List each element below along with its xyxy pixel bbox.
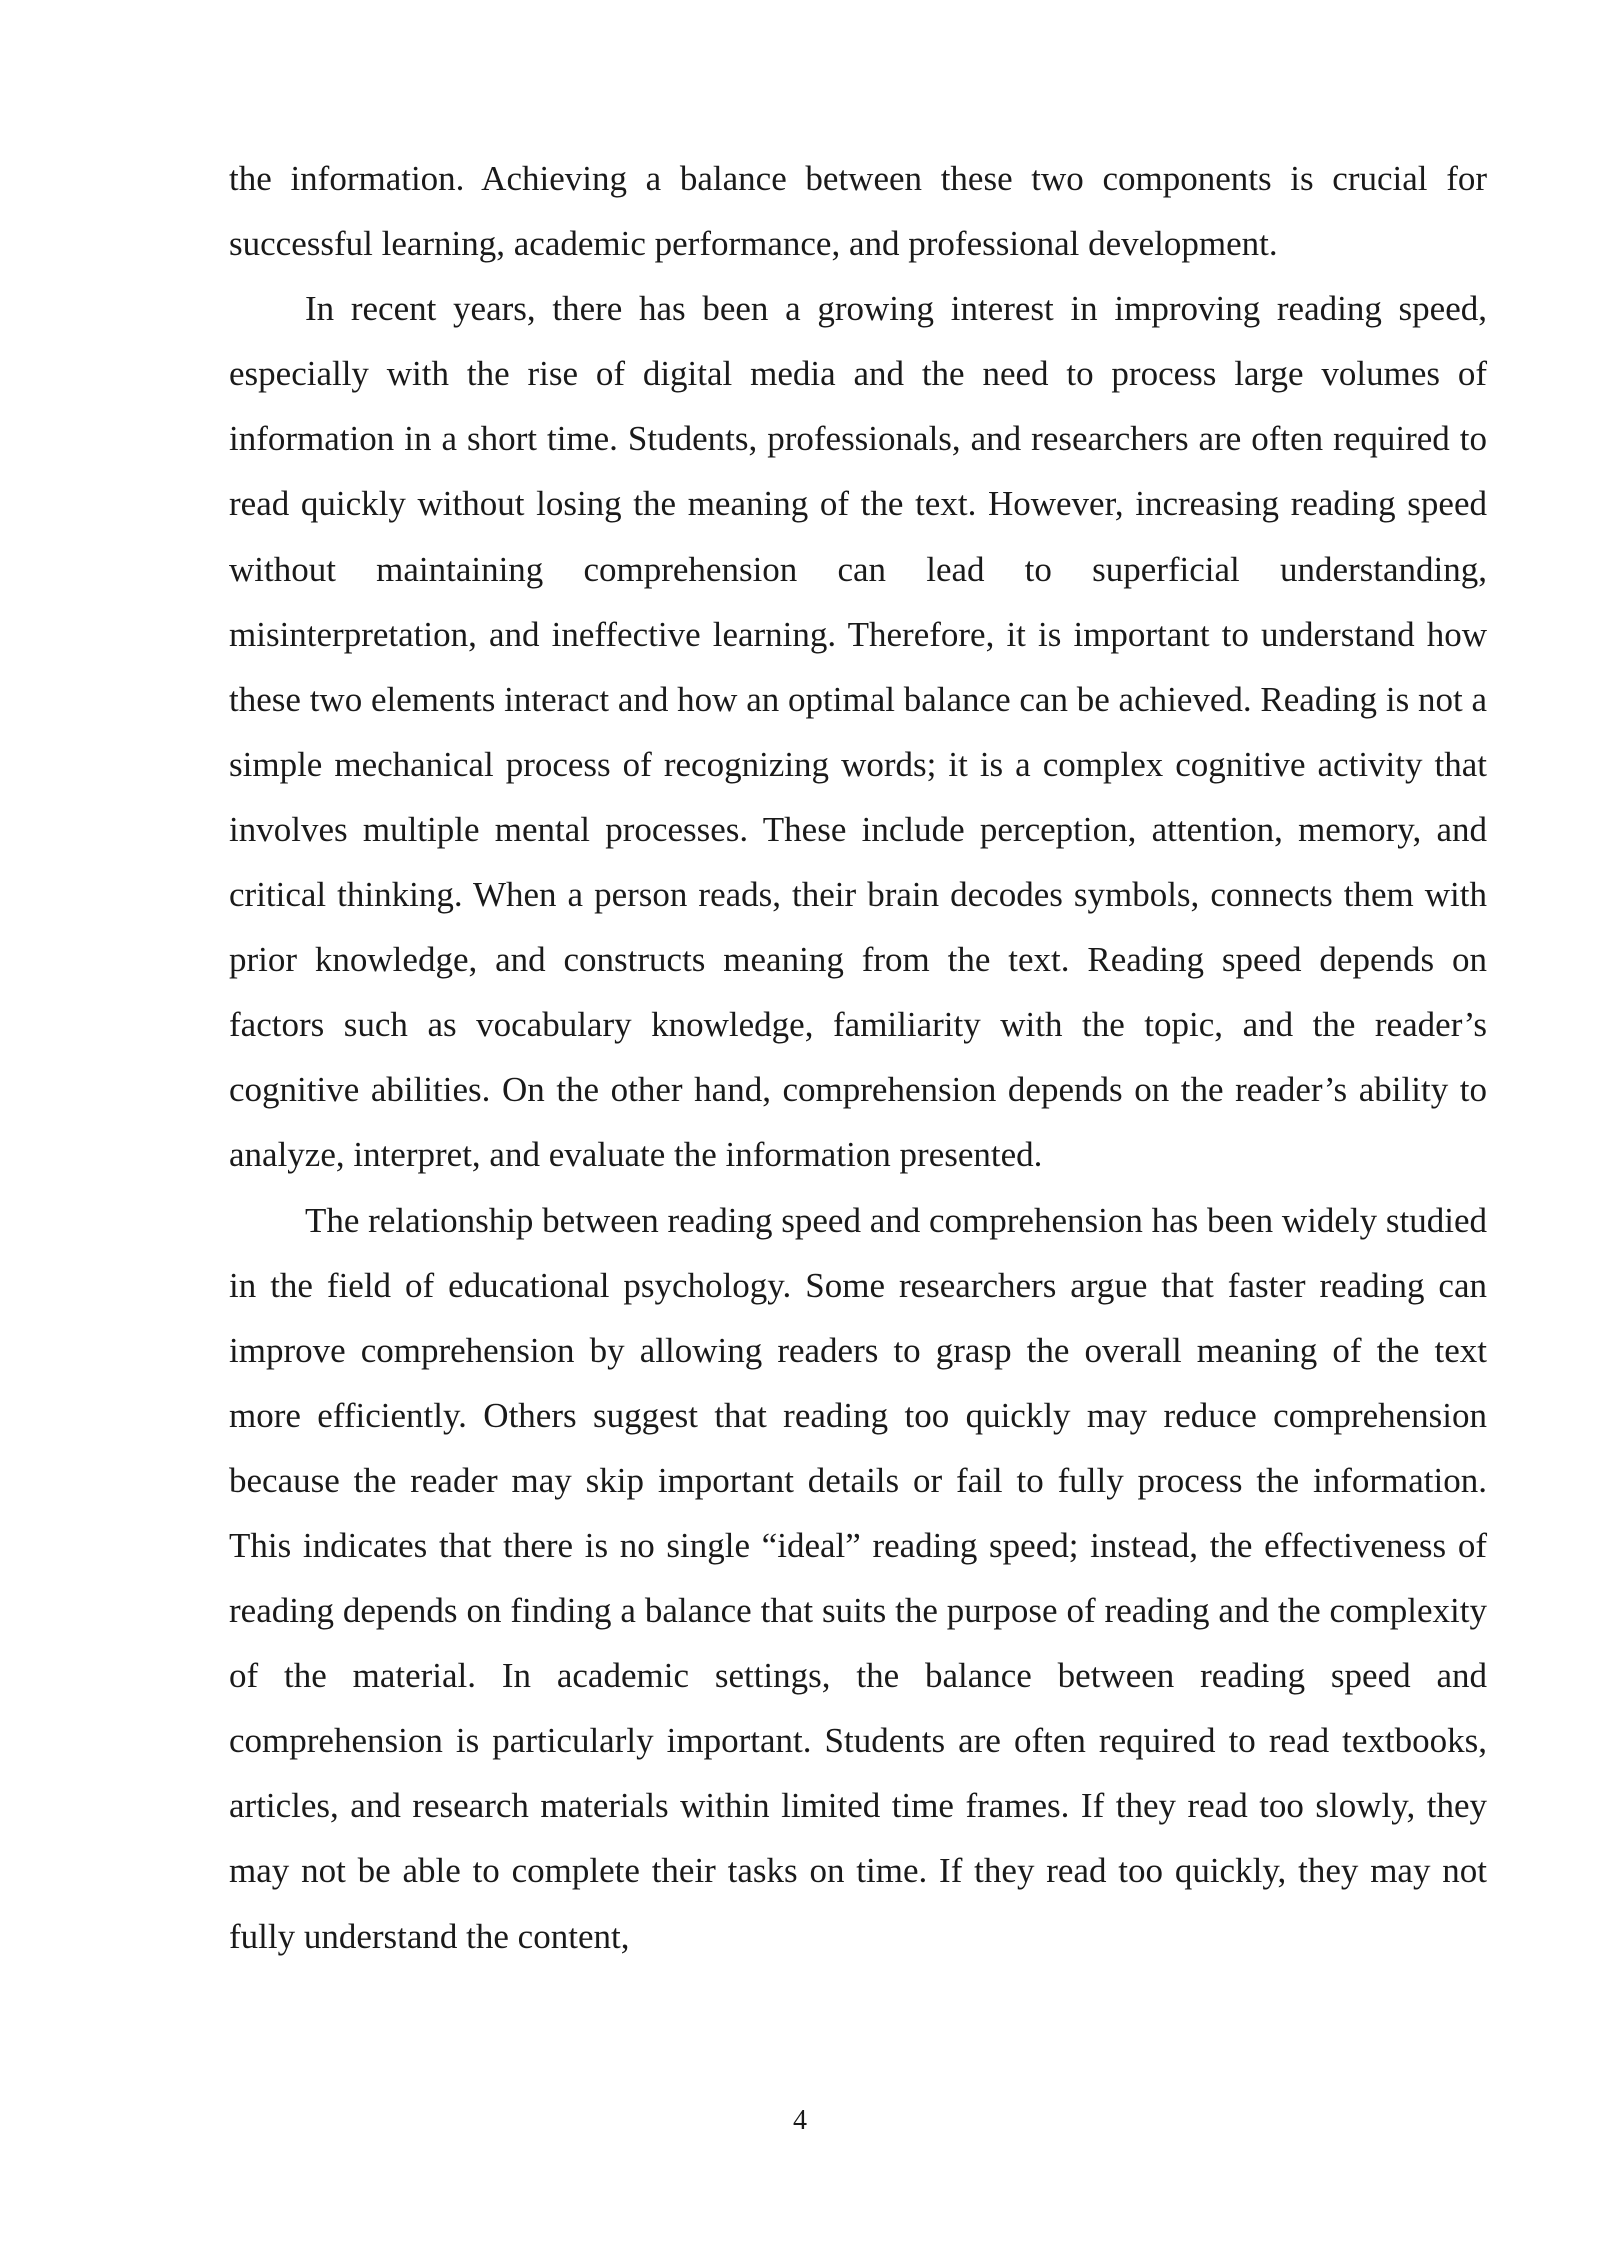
- body-text: [229, 146, 1487, 1969]
- page-number: 4: [793, 2105, 807, 2136]
- paragraph-speed-comprehension-relationship: The relationship between reading speed and comprehension has been widely studied in the field of educational psychology. Some researchers argue that faster reading can improve comprehension by allowing readers to grasp the overall meaning of the text more efficiently. Others suggest that reading too quickly may reduce comprehension because the reader may skip important details or fail to fully process the information. This indicates that there is no single “ideal” reading speed; instead, the effectiveness of reading depends on finding a balance that suits the purpose of reading and the complexity of the material. In academic settings, the balance between reading speed and comprehension is particularly important. Students are often required to read textbooks, articles, and research materials within limited time frames. If they read too slowly, they may not be able to complete their tasks on time. If they read too quickly, they may not fully understand the content,: [229, 1200, 1487, 1956]
- paragraph-reading-speed-interest: In recent years, there has been a growing interest in improving reading speed, especially with the rise of digital media and the need to process large volumes of information in a short time. Students, professionals, and researchers are often required to read quickly without losing the meaning of the text. However, increasing reading speed without maintaining comprehension can lead to superficial understanding, misinterpretation, and ineffective learning. Therefore, it is important to understand how these two elements interact and how an optimal balance can be achieved. Reading is not a simple mechanical process of recognizing words; it is a complex cognitive activity that involves multiple mental processes. These include perception, attention, memory, and critical thinking. When a person reads, their brain decodes symbols, connects them with prior knowledge, and constructs meaning from the text. Reading speed depends on factors such as vocabulary knowledge, familiarity with the topic, and the reader’s cognitive abilities. On the other hand, comprehension depends on the reader’s ability to analyze, interpret, and evaluate the information presented.: [229, 289, 1487, 1175]
- paragraph-continuation: the information. Achieving a balance between these two components is crucial for successful learning, academic performance, and professional development.: [229, 159, 1487, 264]
